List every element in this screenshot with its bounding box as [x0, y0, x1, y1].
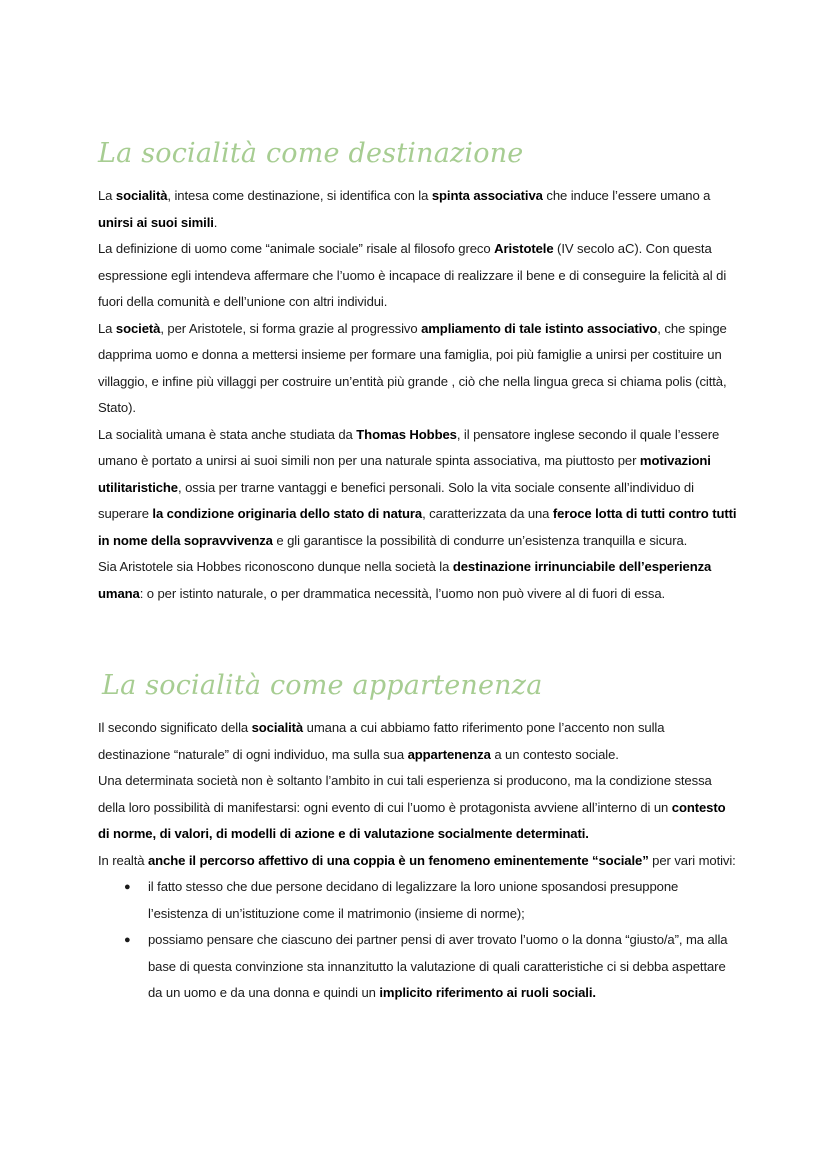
paragraph: La socialità, intesa come destinazione, si identifica con la spinta associativa che induce l’essere umano a unirsi ai suoi simili.	[98, 188, 711, 230]
emphasis: anche il percorso affettivo di una coppia è un fenomeno eminentemente “sociale”	[147, 852, 649, 868]
bullet-icon: ●	[124, 934, 131, 946]
paragraph: In realtà anche il percorso affettivo di una coppia è un fenomeno eminentemente “sociale” per vari motivi:	[98, 852, 736, 868]
emphasis: unirsi ai suoi simili	[98, 214, 214, 230]
bullet-icon: ●	[124, 881, 131, 893]
emphasis: feroce lotta di tutti contro tutti in nome della sopravvivenza	[98, 506, 737, 548]
emphasis: motivazioni utilitaristiche	[98, 453, 711, 495]
section-appartenenza	[98, 670, 738, 1007]
section-title-appartenenza: La socialità come appartenenza	[102, 670, 543, 701]
list-item-text: possiamo pensare che ciascuno dei partner pensi di aver trovato l’uomo o la donna “giusto/a”, ma alla base di questa convinzione sta innanzitutto la valutazione di quali caratteristiche ci si debba aspettare da un uomo e da una donna e quindi un implicito riferimento ai ruoli sociali.	[148, 932, 728, 1000]
emphasis: socialità	[251, 720, 304, 735]
emphasis: contesto di norme, di valori, di modelli di azione e di valutazione socialmente determinati.	[98, 799, 726, 841]
emphasis: implicito riferimento ai ruoli sociali.	[379, 985, 596, 1000]
paragraph: Sia Aristotele sia Hobbes riconoscono dunque nella società la destinazione irrinunciabile dell’esperienza umana: o per istinto naturale, o per drammatica necessità, l’uomo non può vivere al di fuori di essa.	[98, 559, 712, 601]
emphasis: destinazione irrinunciabile dell’esperienza umana	[98, 559, 712, 601]
emphasis: Thomas Hobbes	[356, 426, 457, 442]
emphasis: appartenenza	[407, 746, 491, 762]
emphasis: ampliamento di tale istinto associativo	[421, 320, 658, 336]
paragraph: Il secondo significato della socialità umana a cui abbiamo fatto riferimento pone l’accento non sulla destinazione “naturale” di ogni individuo, ma sulla sua appartenenza a un contesto sociale.	[98, 720, 665, 762]
emphasis: spinta associativa	[431, 188, 543, 203]
paragraph: La definizione di uomo come “animale sociale” risale al filosofo greco Aristotele (IV secolo aC). Con questa espressione egli intendeva affermare che l’uomo è incapace di realizzare il bene e di conseguire la felicità al di fuori della comunità e dell’unione con altri individui.	[98, 241, 727, 309]
section-destinazione	[98, 138, 738, 607]
paragraph: La società, per Aristotele, si forma grazie al progressivo ampliamento di tale istinto associativo, che spinge dapprima uomo e donna a mettersi insieme per formare una famiglia, poi più famiglie a unirsi per costituire un villaggio, e infine più villaggi per costruire un’entità più grande , ciò che nella lingua greca si chiama polis (città, Stato).	[98, 320, 727, 415]
section-title-destinazione: La socialità come destinazione	[98, 138, 524, 169]
emphasis: società	[115, 320, 161, 336]
emphasis: la condizione originaria dello stato di natura	[152, 506, 423, 521]
list-item	[98, 927, 738, 1007]
list-item-text: il fatto stesso che due persone decidano di legalizzare la loro unione sposandosi presuppone l’esistenza di un’istituzione come il matrimonio (insieme di norme);	[148, 879, 679, 921]
emphasis: Aristotele	[494, 241, 554, 256]
paragraph: Una determinata società non è soltanto l’ambito in cui tali esperienza si producono, ma la condizione stessa della loro possibilità di manifestarsi: ogni evento di cui l’uomo è protagonista avviene all’interno di un contesto di norme, di valori, di modelli di azione e di valutazione socialmente determinati.	[98, 773, 726, 841]
list-item	[98, 874, 738, 927]
emphasis: socialità	[115, 188, 168, 203]
bullet-list	[98, 874, 738, 1007]
paragraph: La socialità umana è stata anche studiata da Thomas Hobbes, il pensatore inglese secondo il quale l’essere umano è portato a unirsi ai suoi simili non per una naturale spinta associativa, ma piuttosto per motivazioni utilitaristiche, ossia per trarne vantaggi e benefici personali. Solo la vita sociale consente all’individuo di superare la condizione originaria dello stato di natura, caratterizzata da una feroce lotta di tutti contro tutti in nome della sopravvivenza e gli garantisce la possibilità di condurre un’esistenza tranquilla e sicura.	[98, 426, 737, 548]
